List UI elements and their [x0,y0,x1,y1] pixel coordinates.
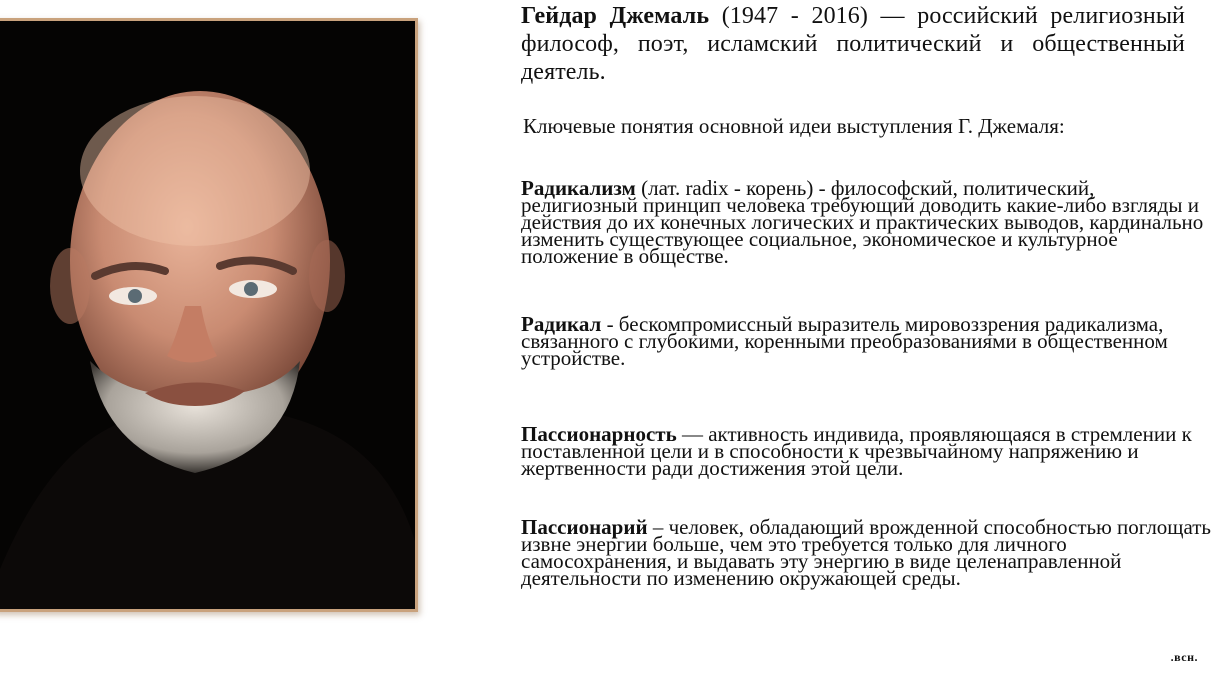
definition-passionarity [521,422,1211,480]
definition-text: (лат. radix - корень) - философский, политический, религиозный принцип человека требующий доводить какие-либо взгляды и действия до их конечных логических и практических выводов, кардинально изменить существующее социальное, экономическое и культурное положение в обществе. [521,176,1204,268]
intro-name: Гейдар Джемаль [521,3,710,29]
intro-text: (1947 - 2016) — российский религиозный философ, поэт, исламский политический и общественный деятель. [521,3,1185,85]
definition-term: Пассионарность [521,422,677,446]
portrait-image [0,21,415,609]
portrait-photo [0,18,418,612]
intro-paragraph [521,2,1185,86]
definition-radicalism [521,176,1211,268]
definition-term: Радикализм [521,176,636,200]
definition-term: Радикал [521,312,602,336]
definition-term: Пассионарий [521,515,648,539]
definition-text: – человек, обладающий врожденной способностью поглощать извне энергии больше, чем это требуется только для личного самосохранения, и выдавать эту энергию в виде целенаправленной деятельности по изменению окружающей среды. [521,515,1211,590]
subtitle: Ключевые понятия основной идеи выступления Г. Джемаля: [523,114,1065,138]
definition-passionary [521,515,1211,590]
definition-radical [521,312,1211,370]
definition-text: — активность индивида, проявляющаяся в стремлении к поставленной цели и в способности к чрезвычайному напряжению и жертвенности ради достижения этой цели. [521,422,1192,480]
definition-text: - бескомпромиссный выразитель мировоззрения радикализма, связанного с глубокими, коренными преобразованиями в общественном устройстве. [521,312,1168,370]
footer-mark: .всн. [1170,650,1198,664]
